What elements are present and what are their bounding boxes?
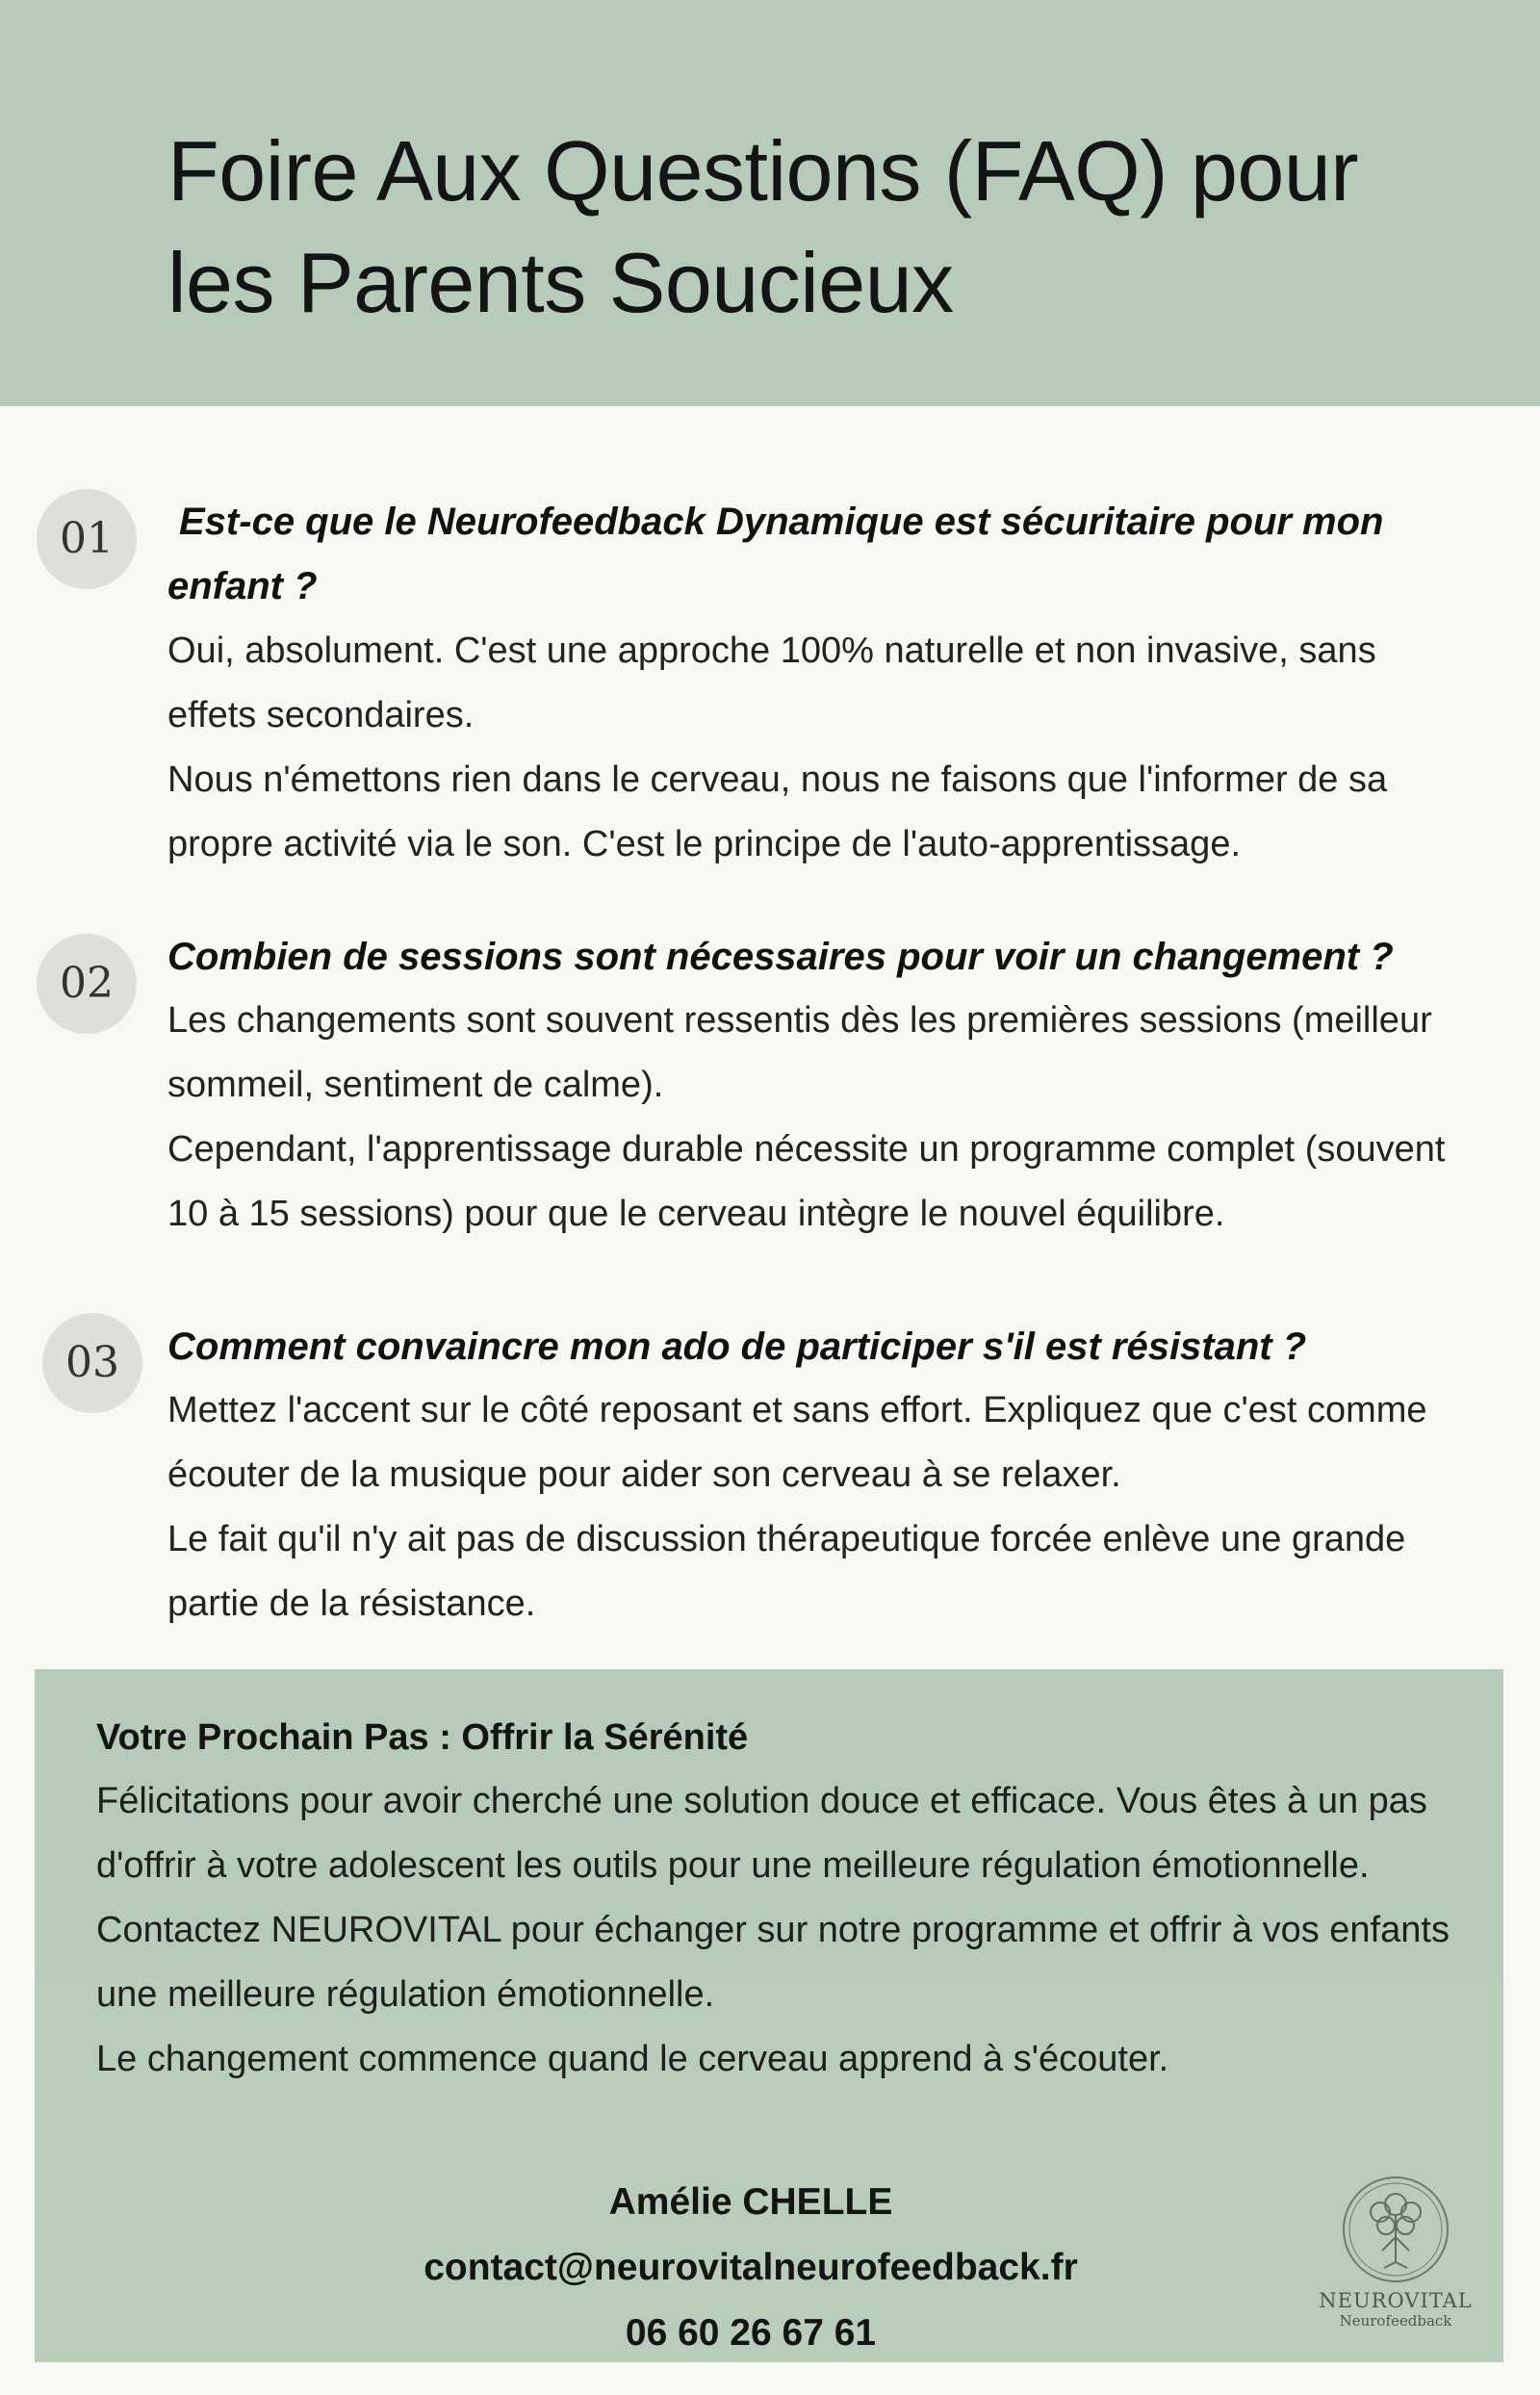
contact-name: Amélie CHELLE bbox=[608, 2181, 893, 2223]
logo-subtitle: Neurofeedback bbox=[1339, 2312, 1452, 2330]
tree-brain-icon bbox=[1340, 2174, 1451, 2285]
contact-phone[interactable]: 06 60 26 67 61 bbox=[625, 2312, 877, 2354]
page-title-line-2: les Parents Soucieux bbox=[167, 235, 954, 330]
faq-number-badge: 01 bbox=[37, 489, 137, 589]
faq-answer bbox=[167, 1378, 1448, 1636]
cta-paragraph: Le changement commence quand le cerveau apprend à s'écouter. bbox=[96, 2039, 1169, 2079]
faq-answer-paragraph: Mettez l'accent sur le côté reposant et sans effort. Expliquez que c'est comme écouter de la musique pour aider son cerveau à se relaxer. bbox=[167, 1390, 1427, 1495]
page-title bbox=[167, 116, 1419, 339]
faq-question: Est-ce que le Neurofeedback Dynamique est sécuritaire pour mon enfant ? bbox=[167, 501, 1384, 607]
logo-wordmark: NEUROVITAL bbox=[1319, 2289, 1473, 2312]
header-banner bbox=[0, 0, 1540, 406]
faq-answer-paragraph: Nous n'émettons rien dans le cerveau, nous ne faisons que l'informer de sa propre activité via le son. C'est le principe de l'auto-apprentissage. bbox=[167, 760, 1388, 864]
faq-number-badge: 02 bbox=[37, 934, 137, 1034]
cta-title: Votre Prochain Pas : Offrir la Sérénité bbox=[96, 1717, 749, 1758]
neurovital-logo bbox=[1314, 2174, 1477, 2347]
cta-paragraph: Contactez NEUROVITAL pour échanger sur notre programme et offrir à vos enfants une meilleure régulation émotionnelle. bbox=[96, 1910, 1450, 2015]
page-title-line-1: Foire Aux Questions (FAQ) pour bbox=[167, 123, 1359, 219]
faq-answer bbox=[167, 619, 1448, 877]
faq-answer-paragraph: Oui, absolument. C'est une approche 100% naturelle et non invasive, sans effets secondaires. bbox=[167, 631, 1376, 735]
contact-email[interactable]: contact@neurovitalneurofeedback.fr bbox=[424, 2247, 1078, 2288]
faq-question: Comment convaincre mon ado de participer s'il est résistant ? bbox=[167, 1326, 1307, 1368]
faq-answer bbox=[167, 989, 1448, 1247]
faq-answer-paragraph: Les changements sont souvent ressentis dès les premières sessions (meilleur sommeil, sentiment de calme). bbox=[167, 1000, 1432, 1105]
faq-answer-paragraph: Cependant, l'apprentissage durable nécessite un programme complet (souvent 10 à 15 sessions) pour que le cerveau intègre le nouvel équilibre. bbox=[167, 1129, 1446, 1234]
faq-number-badge: 03 bbox=[42, 1313, 142, 1413]
faq-answer-paragraph: Le fait qu'il n'y ait pas de discussion thérapeutique forcée enlève une grande partie de la résistance. bbox=[167, 1519, 1406, 1624]
faq-question: Combien de sessions sont nécessaires pour voir un changement ? bbox=[167, 936, 1394, 978]
cta-body bbox=[96, 1769, 1463, 2092]
cta-paragraph: Félicitations pour avoir cherché une solution douce et efficace. Vous êtes à un pas d'offrir à votre adolescent les outils pour une meilleure régulation émotionnelle. bbox=[96, 1781, 1427, 1886]
